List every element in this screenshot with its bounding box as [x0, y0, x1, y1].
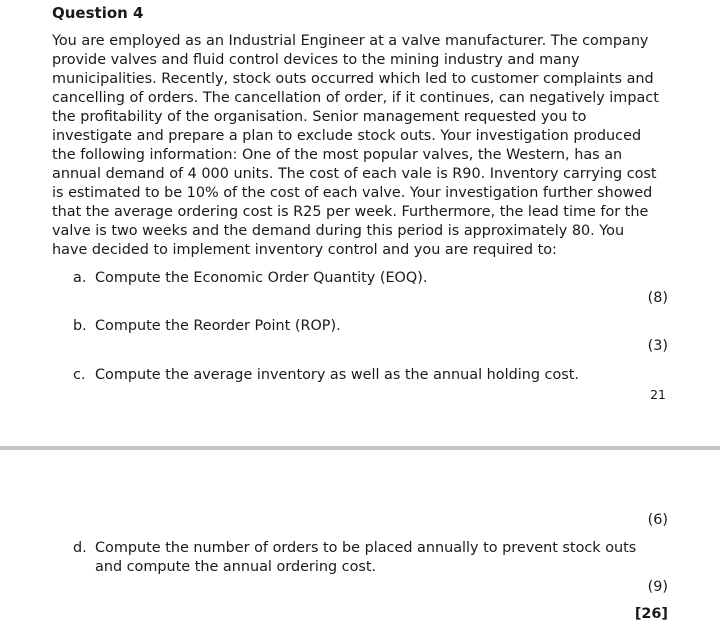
marks-a: (8): [647, 290, 668, 306]
sub-question-letter: c.: [73, 367, 86, 383]
sub-question-text-continued: and compute the annual ordering cost.: [95, 559, 377, 575]
paragraph-line: the profitability of the organisation. Senior management requested you to: [52, 109, 587, 125]
sub-question-text: Compute the average inventory as well as the annual holding cost.: [95, 367, 579, 383]
paragraph-line: have decided to implement inventory control and you are required to:: [52, 242, 557, 258]
paragraph-line: is estimated to be 10% of the cost of each valve. Your investigation further showed: [52, 185, 653, 201]
paragraph-line: valve is two weeks and the demand during this period is approximately 80. You: [52, 223, 625, 239]
paragraph-line: provide valves and fluid control devices to the mining industry and many: [52, 52, 580, 68]
paragraph-line: investigate and prepare a plan to exclude stock outs. Your investigation produced: [52, 128, 642, 144]
marks-b: (3): [647, 338, 668, 354]
marks-d: (9): [647, 579, 668, 595]
sub-question-a: [73, 269, 427, 288]
paragraph-line: You are employed as an Industrial Engineer at a valve manufacturer. The company: [52, 33, 649, 49]
page-number: 21: [650, 387, 666, 402]
paragraph-line: cancelling of orders. The cancellation of order, if it continues, can negatively impact: [52, 90, 659, 106]
sub-question-letter: b.: [73, 318, 87, 334]
sub-question-text: Compute the number of orders to be placed annually to prevent stock outs: [95, 540, 637, 556]
paragraph-line: that the average ordering cost is R25 per week. Furthermore, the lead time for the: [52, 204, 649, 220]
sub-question-letter: d.: [73, 540, 87, 556]
sub-question-text: Compute the Reorder Point (ROP).: [95, 318, 341, 334]
page-divider: [0, 446, 720, 450]
sub-question-text: Compute the Economic Order Quantity (EOQ).: [95, 270, 428, 286]
total-marks: [26]: [634, 606, 668, 622]
sub-question-d: [73, 539, 636, 577]
sub-question-b: [73, 317, 341, 336]
marks-c: (6): [647, 512, 668, 528]
sub-question-letter: a.: [73, 270, 87, 286]
paragraph-line: the following information: One of the most popular valves, the Western, has an: [52, 147, 623, 163]
sub-question-c: [73, 366, 579, 385]
question-paragraph: [52, 32, 677, 260]
question-title: Question 4: [52, 4, 144, 22]
paragraph-line: annual demand of 4 000 units. The cost of each vale is R90. Inventory carrying cost: [52, 166, 657, 182]
paragraph-line: municipalities. Recently, stock outs occurred which led to customer complaints and: [52, 71, 654, 87]
